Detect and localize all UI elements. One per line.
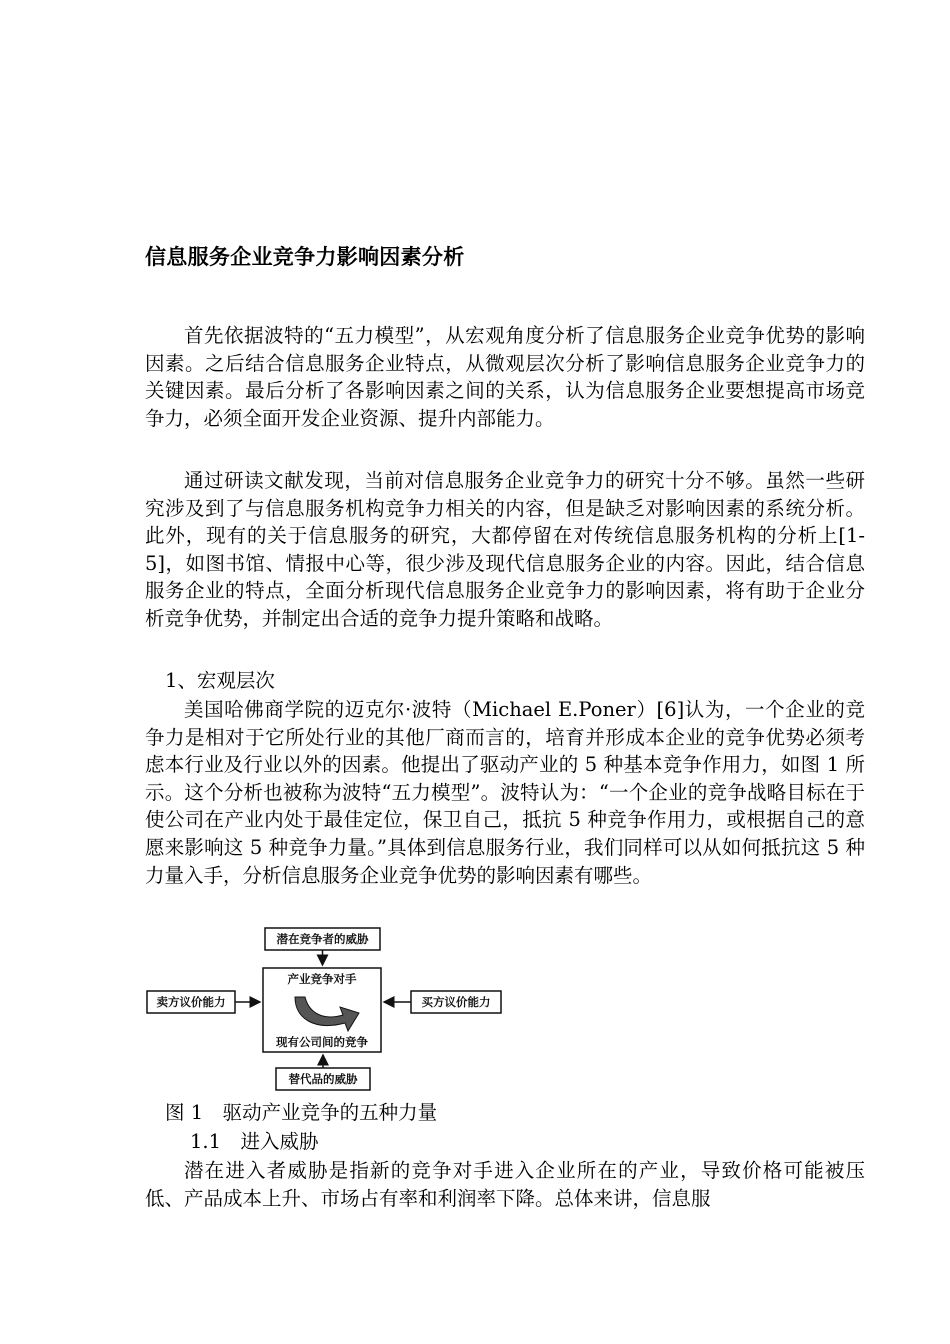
figure-caption: 图 1 驱动产业竞争的五种力量 [165, 1101, 438, 1124]
section-heading-macro: 1、宏观层次 [165, 669, 275, 692]
paragraph-abstract: 首先依据波特的“五力模型”，从宏观角度分析了信息服务企业竞争优势的影响因素。之后结合信息服务企业特点，从微观层次分析了影响信息服务企业竞争力的关键因素。最后分析了各影响因素之间的关系，认为信息服务企业要想提高市场竞争力，必须全面开发企业资源、提升内部能力。 [145, 324, 865, 430]
left-box-label: 卖方议价能力 [156, 995, 226, 1009]
paragraph-entry-threat: 潜在进入者威胁是指新的竞争对手进入企业所在的产业，导致价格可能被压低、产品成本上升、市场占有率和利润率下降。总体来讲，信息服 [145, 1159, 865, 1210]
paragraph-porter: 美国哈佛商学院的迈克尔·波特（Michael E.Poner）[6]认为，一个企业的竞争力是相对于它所处行业的其他厂商而言的，培育并形成本企业的竞争优势必须考虑本行业及行业以外的因素。他提出了驱动产业的 5 种基本竞争作用力，如图 1 所示。这个分析也被称为波特“五力模型”。波特认为：“一个企业的竞争战略目标在于使公司在产业内处于最佳定位，保卫自己，抵抗 5 种竞争作用力，或根据自己的意愿来影响这 5 种竞争力量。”具体到信息服务行业，我们同样可以从如何抵抗这 5 种力量入手，分析信息服务企业竞争优势的影响因素有哪些。 [145, 698, 865, 887]
center-bottom-label: 现有公司间的竞争 [276, 1035, 368, 1049]
right-box-label: 买方议价能力 [421, 995, 491, 1009]
paragraph-introduction: 通过研读文献发现，当前对信息服务企业竞争力的研究十分不够。虽然一些研究涉及到了与信息服务机构竞争力相关的内容，但是缺乏对影响因素的系统分析。此外，现有的关于信息服务的研究，大都停留在对传统信息服务机构的分析上[1-5]，如图书馆、情报中心等，很少涉及现代信息服务企业的内容。因此，结合信息服务企业的特点，全面分析现代信息服务企业竞争力的影响因素，将有助于企业分析竞争优势，并制定出合适的竞争力提升策略和战略。 [145, 469, 865, 630]
five-forces-figure [145, 925, 505, 1095]
document-title: 信息服务企业竞争力影响因素分析 [145, 245, 465, 269]
five-forces-diagram [145, 925, 505, 1095]
section-heading-entry-threat: 1.1 进入威胁 [190, 1130, 319, 1153]
bottom-box-label: 替代品的威胁 [288, 1072, 358, 1086]
center-top-label: 产业竞争对手 [287, 972, 357, 986]
top-box-label: 潜在竞争者的威胁 [276, 932, 369, 946]
